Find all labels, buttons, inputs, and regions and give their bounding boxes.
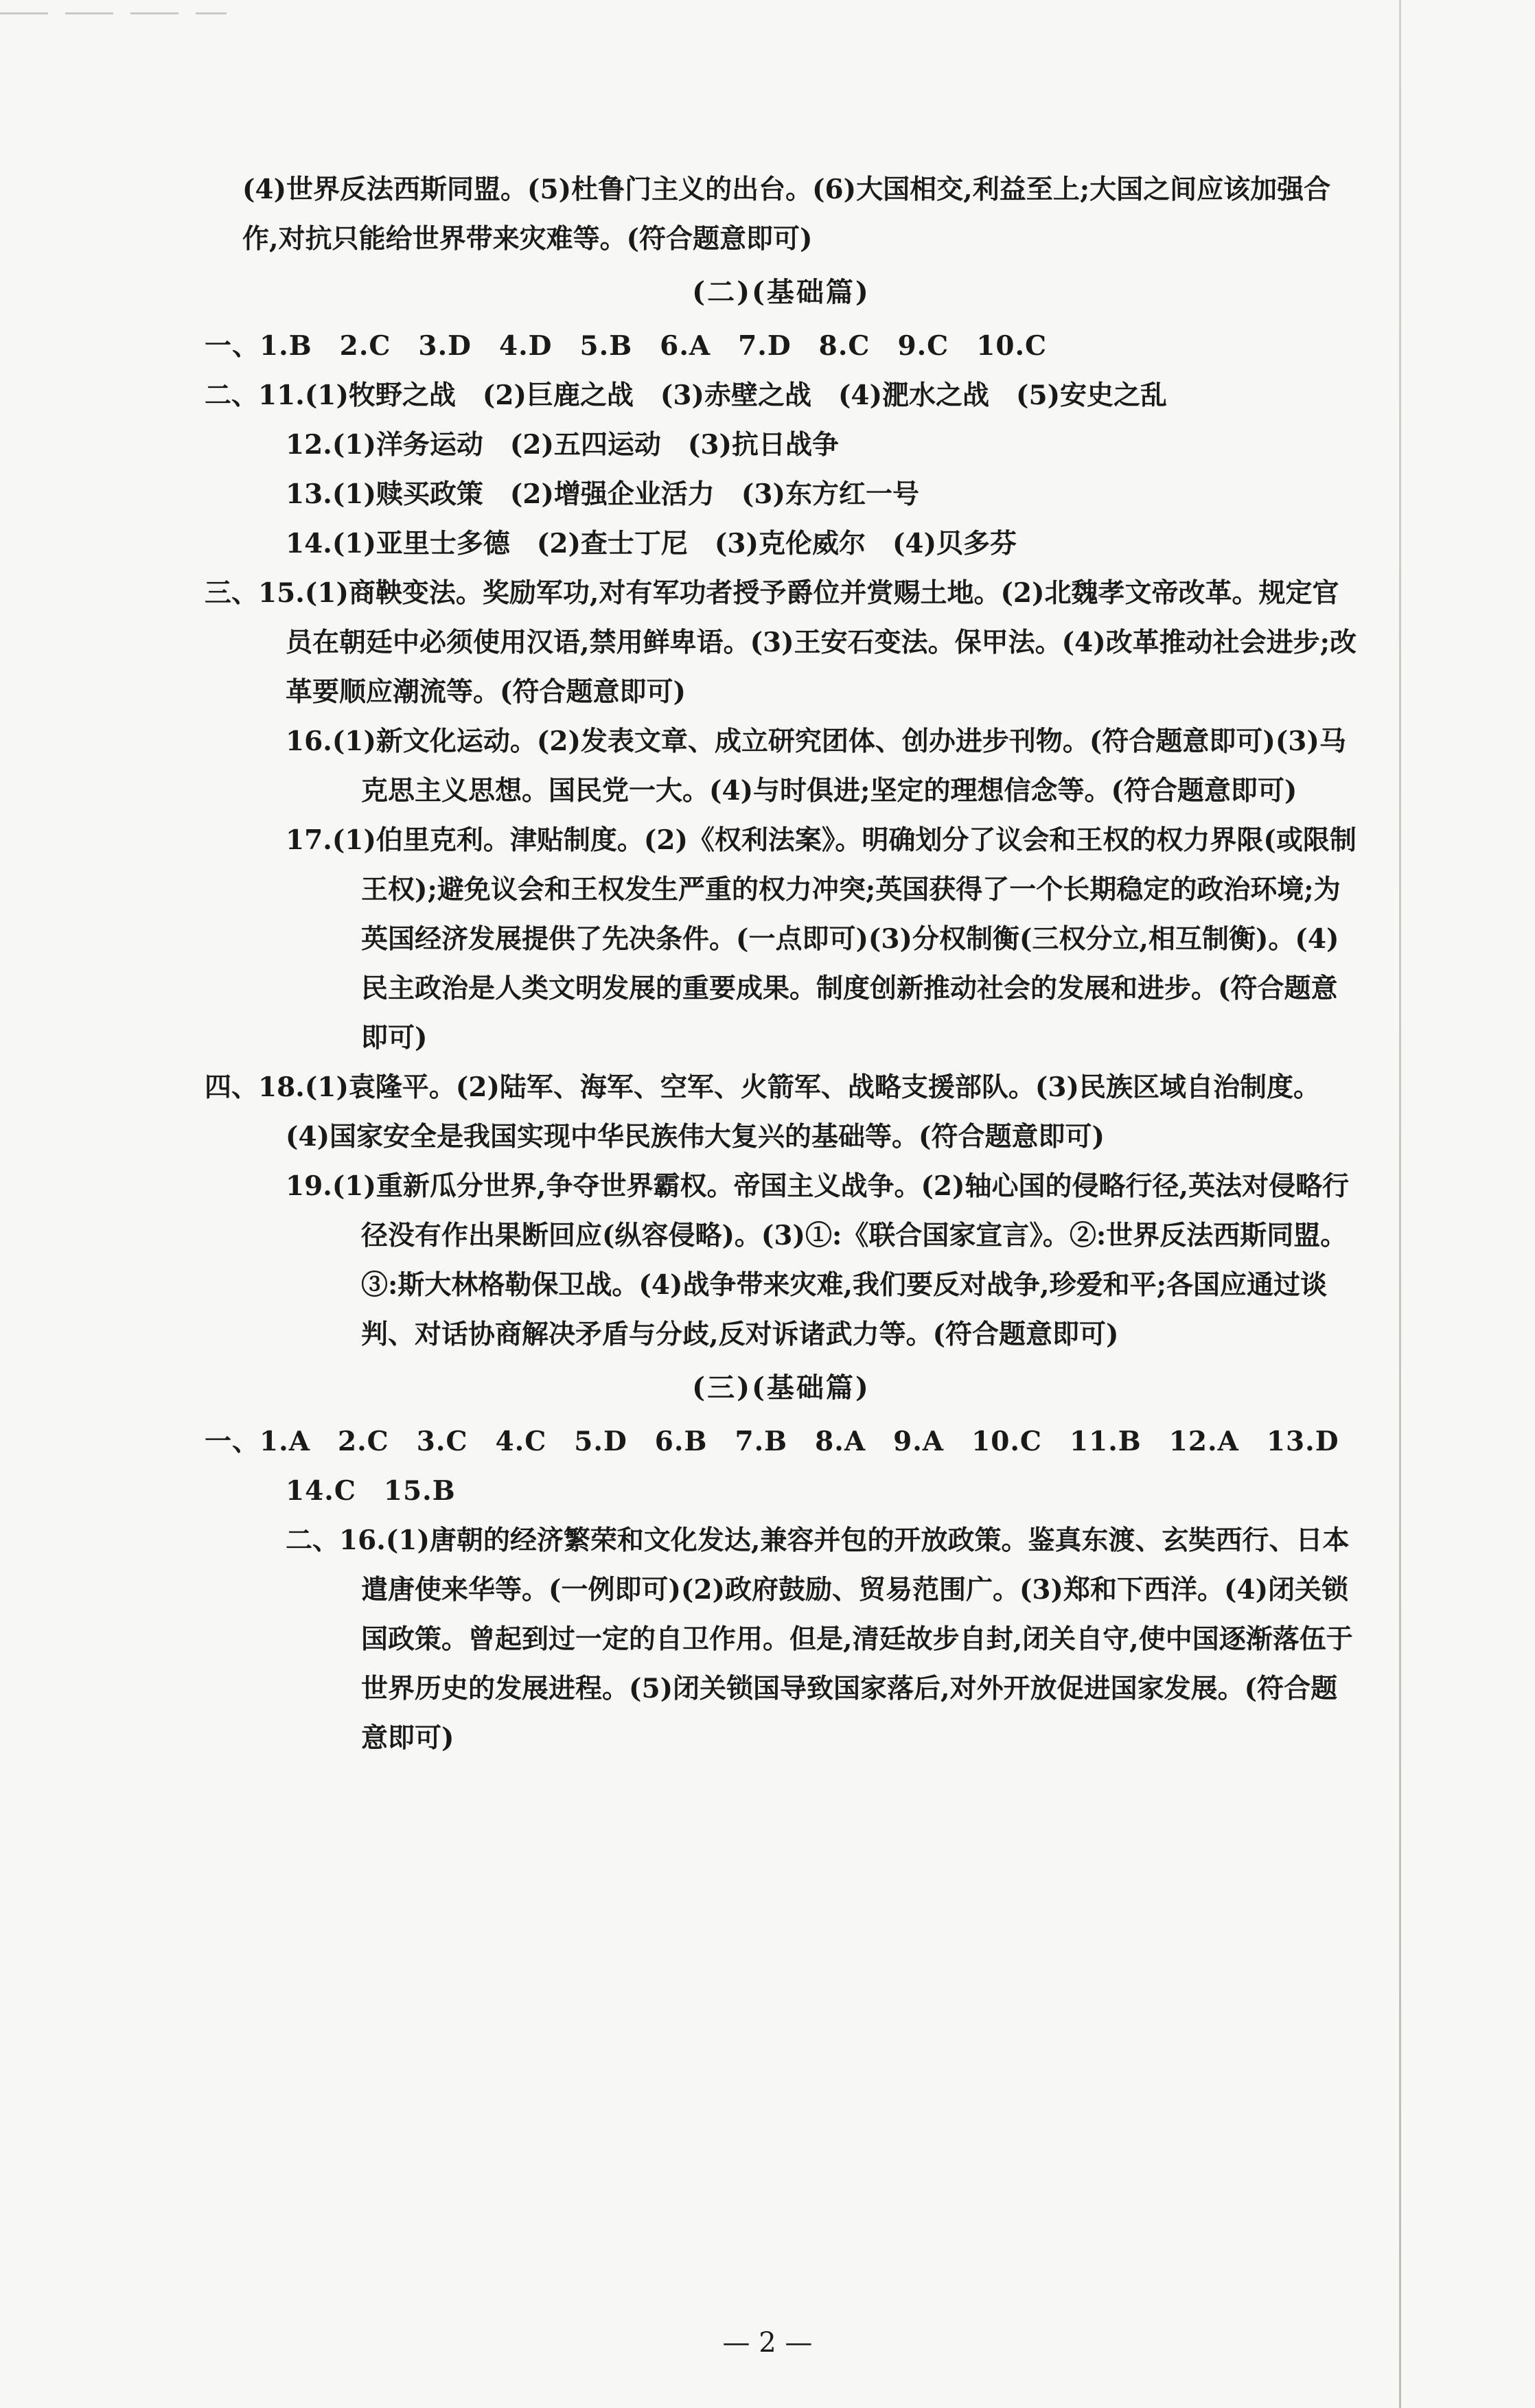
s2-question-18: 四、18.(1)袁隆平。(2)陆军、海军、空军、火箭军、战略支援部队。(3)民族区域自治制度。(4)国家安全是我国实现中华民族伟大复兴的基础等。(符合题意即可) (205, 1072, 1320, 1153)
scan-edge-line (1399, 0, 1401, 2408)
answer-sheet-page (205, 165, 1358, 1763)
intro-answer: (4)世界反法西斯同盟。(5)杜鲁门主义的出台。(6)大国相交,利益至上;大国之间应该加强合作,对抗只能给世界带来灾难等。(符合题意即可) (242, 174, 1331, 255)
s2-question-16: 16.(1)新文化运动。(2)发表文章、成立研究团体、创办进步刊物。(符合题意即可)(3)马克思主义思想。国民党一大。(4)与时俱进;坚定的理想信念等。(符合题意即可) (286, 726, 1346, 807)
scan-artifact-top (0, 12, 227, 14)
s3-multiple-choice-row2: 14.C 15.B (286, 1475, 456, 1507)
section-2-title: (二)(基础篇) (692, 276, 870, 308)
s2-question-15: 三、15.(1)商鞅变法。奖励军功,对有军功者授予爵位并赏赐土地。(2)北魏孝文帝改革。规定官员在朝廷中必须使用汉语,禁用鲜卑语。(3)王安石变法。保甲法。(4)改革推动社会进步;改革要顺应潮流等。(符合题意即可) (205, 577, 1357, 708)
s2-question-11: 二、11.(1)牧野之战 (2)巨鹿之战 (3)赤壁之战 (4)淝水之战 (5)安史之乱 (205, 380, 1168, 411)
s2-multiple-choice: 一、1.B 2.C 3.D 4.D 5.B 6.A 7.D 8.C 9.C 10.C (205, 330, 1048, 362)
section-3-title: (三)(基础篇) (692, 1371, 870, 1404)
s2-question-13: 13.(1)赎买政策 (2)增强企业活力 (3)东方红一号 (286, 478, 919, 510)
s3-multiple-choice-row1: 一、1.A 2.C 3.C 4.C 5.D 6.B 7.B 8.A 9.A 10.C 11.B 12.A 13.D (205, 1426, 1339, 1457)
s2-question-19: 19.(1)重新瓜分世界,争夺世界霸权。帝国主义战争。(2)轴心国的侵略行径,英法对侵略行径没有作出果断回应(纵容侵略)。(3)①:《联合国家宣言》。②:世界反法西斯同盟。③:斯大林格勒保卫战。(4)战争带来灾难,我们要反对战争,珍爱和平;各国应通过谈判、对话协商解决矛盾与分歧,反对诉诸武力等。(符合题意即可) (286, 1170, 1350, 1350)
s2-question-12: 12.(1)洋务运动 (2)五四运动 (3)抗日战争 (286, 429, 839, 461)
s2-question-14: 14.(1)亚里士多德 (2)查士丁尼 (3)克伦威尔 (4)贝多芬 (286, 528, 1017, 559)
s3-question-16: 二、16.(1)唐朝的经济繁荣和文化发达,兼容并包的开放政策。鉴真东渡、玄奘西行、日本遣唐使来华等。(一例即可)(2)政府鼓励、贸易范围广。(3)郑和下西洋。(4)闭关锁国政策。曾起到过一定的自卫作用。但是,清廷故步自封,闭关自守,使中国逐渐落伍于世界历史的发展进程。(5)闭关锁国导致国家落后,对外开放促进国家发展。(符合题意即可) (286, 1525, 1353, 1754)
page-number: — 2 — (722, 2327, 813, 2359)
s2-question-17: 17.(1)伯里克利。津贴制度。(2)《权利法案》。明确划分了议会和王权的权力界限(或限制王权);避免议会和王权发生严重的权力冲突;英国获得了一个长期稳定的政治环境;为英国经济发展提供了先决条件。(一点即可)(3)分权制衡(三权分立,相互制衡)。(4)民主政治是人类文明发展的重要成果。制度创新推动社会的发展和进步。(符合题意即可) (286, 824, 1357, 1054)
